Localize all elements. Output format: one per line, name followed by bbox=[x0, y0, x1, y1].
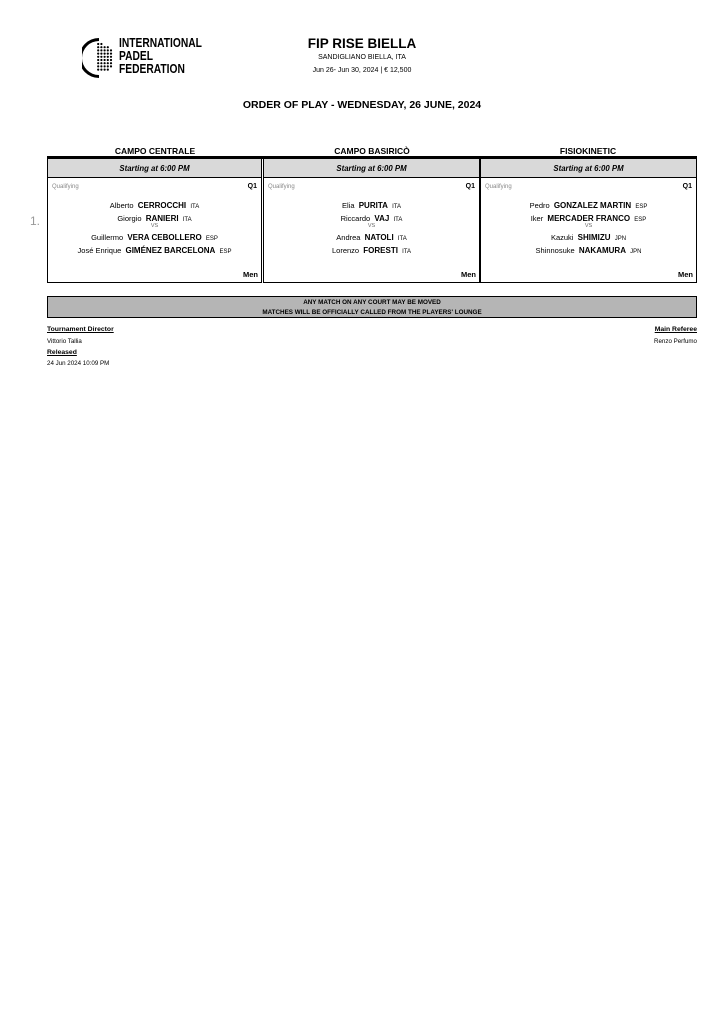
released-label: Released bbox=[47, 349, 77, 356]
player: Shinnosuke NAKAMURA JPN bbox=[535, 246, 642, 255]
court-name-2: CAMPO BASIRICÒ bbox=[334, 146, 410, 156]
referee-name: Renzo Perfumo bbox=[654, 338, 697, 345]
referee-label: Main Referee bbox=[654, 326, 697, 333]
order-of-play-title: ORDER OF PLAY - WEDNESDAY, 26 JUNE, 2024 bbox=[242, 99, 482, 111]
gender-label: Men bbox=[461, 270, 476, 279]
player: Giorgio RANIERI ITA bbox=[117, 214, 192, 223]
player: Iker MERCADER FRANCO ESP bbox=[530, 214, 647, 223]
vs-label: VS bbox=[367, 223, 376, 229]
match-type: Qualifying bbox=[268, 184, 295, 190]
notice-line-2: MATCHES WILL BE OFFICIALLY CALLED FROM THE PLAYERS' LOUNGE bbox=[262, 309, 482, 316]
row-number: 1. bbox=[30, 214, 41, 228]
player: Alberto CERROCCHI ITA bbox=[109, 201, 200, 210]
player: Guillermo VERA CEBOLLERO ESP bbox=[91, 233, 218, 242]
tournament-location: SANDIGLIANO BIELLA, ITA bbox=[318, 54, 406, 61]
match-card-2 bbox=[263, 159, 480, 283]
player: Kazuki SHIMIZU JPN bbox=[550, 233, 627, 242]
player: Riccardo VAJ ITA bbox=[340, 214, 403, 223]
match-card-1 bbox=[47, 159, 262, 283]
start-time: Starting at 6:00 PM bbox=[264, 159, 479, 178]
match-card-3 bbox=[480, 159, 697, 283]
logo-line-1: INTERNATIONAL bbox=[119, 36, 202, 50]
director-name: Vittorio Tallia bbox=[47, 338, 82, 345]
player: Andrea NATOLI ITA bbox=[336, 233, 407, 242]
gender-label: Men bbox=[678, 270, 693, 279]
start-time: Starting at 6:00 PM bbox=[48, 159, 261, 178]
player: Lorenzo FORESTI ITA bbox=[331, 246, 411, 255]
court-name-3: FISIOKINETIC bbox=[559, 146, 617, 156]
match-type: Qualifying bbox=[485, 184, 512, 190]
match-type: Qualifying bbox=[52, 184, 79, 190]
logo-line-2: PADEL bbox=[119, 49, 153, 63]
notice-line-1: ANY MATCH ON ANY COURT MAY BE MOVED bbox=[303, 299, 441, 306]
vs-label: VS bbox=[584, 223, 593, 229]
court-name-1: CAMPO CENTRALE bbox=[114, 146, 196, 156]
tournament-title: FIP RISE BIELLA bbox=[307, 36, 417, 51]
logo-line-3: FEDERATION bbox=[119, 62, 185, 76]
notice-box bbox=[47, 296, 697, 318]
start-time: Starting at 6:00 PM bbox=[481, 159, 696, 178]
match-round: Q1 bbox=[465, 183, 475, 190]
player: José Enrique GIMÉNEZ BARCELONA ESP bbox=[77, 246, 232, 255]
released-value: 24 Jun 2024 10:09 PM bbox=[47, 360, 110, 367]
player: Pedro GONZALEZ MARTIN ESP bbox=[529, 201, 648, 210]
padel-ball-icon bbox=[82, 36, 116, 80]
vs-label: VS bbox=[150, 223, 159, 229]
gender-label: Men bbox=[243, 270, 258, 279]
tournament-dates: Jun 26- Jun 30, 2024 | € 12,500 bbox=[312, 67, 412, 74]
director-label: Tournament Director bbox=[47, 326, 114, 333]
match-round: Q1 bbox=[682, 183, 692, 190]
match-round: Q1 bbox=[247, 183, 257, 190]
fip-logo bbox=[82, 36, 202, 80]
player: Elia PURITA ITA bbox=[342, 201, 401, 210]
